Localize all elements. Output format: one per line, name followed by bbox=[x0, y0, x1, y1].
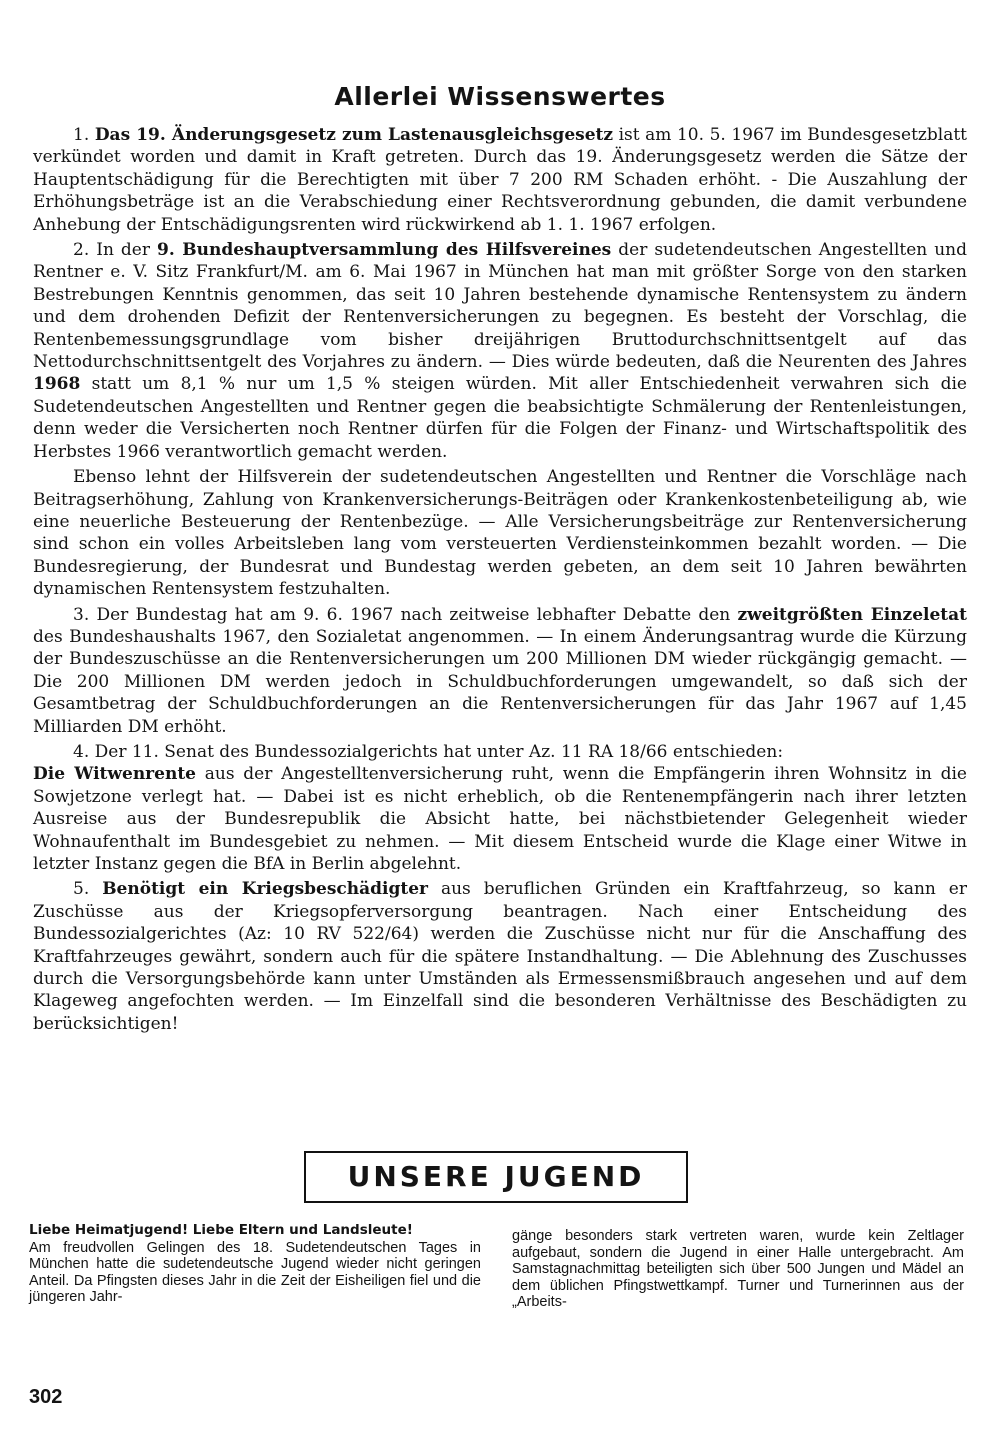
item-5-text: aus beruflichen Gründen ein Kraftfahrzeug, so kann er Zuschüsse aus der Kriegsopferversorgung beantragen. Nach einer Entscheidung des Bundessozialgerichtes (Az: 10 RV 522/64) werden die Zuschüsse nicht nur für die Anschaffung des Kraftfahrzeuges gewährt, sondern auch für die spätere Instandhaltung. — Die Ablehnung des Zuschusses durch die Versorgungsbehörde kann unter Umständen als Ermessensmißbrauch angesehen und auf dem Klageweg angefochten werden. — Im Einzelfall sind die besonderen Verhältnisse des Beschädigten zu berücksichtigen! bbox=[33, 879, 967, 1034]
item-5 bbox=[33, 878, 967, 1035]
item-5-bold: Benötigt ein Kriegsbeschädigter bbox=[102, 879, 429, 900]
item-3-bold: zweitgrößten Einzeletat bbox=[737, 604, 968, 625]
item-4-text: aus der Angestelltenversicherung ruht, wenn die Empfängerin ihren Wohnsitz in die Sowjetzone verlegt hat. — Dabei ist es nicht erheblich, ob die Rentenempfängerin nach ihrer letzten Ausreise aus der Bundesrepublik die Absicht hatte, bei nächstbietender Gelegenheit wieder Wohnaufenthalt im Bundesgebiet zu nehmen. — Mit diesem Entscheid wurde die Klage einer Witwe in letzter Instanz gegen die BfA in Berlin abgelehnt. bbox=[33, 764, 967, 874]
section-heading: UNSERE JUGEND bbox=[347, 1160, 645, 1193]
item-2-text-b: statt um 8,1 % nur um 1,5 % steigen würden. Mit aller Entschiedenheit verwahren sich die Sudetendeutschen Angestellten und Rentner gegen die beabsichtigte Schmälerung der Rentenleistungen, denn weder die Versicherten noch Rentner dürfen für die Folgen der Finanz- und Wirtschaftspolitik des Herbstes 1966 verantwortlich gemacht werden. bbox=[33, 374, 967, 462]
item-4-intro: 4. Der 11. Senat des Bundessozialgerichts hat unter Az. 11 RA 18/66 entschieden: bbox=[73, 741, 784, 762]
item-1-bold: Das 19. Änderungsgesetz zum Lastenausgleichsgesetz bbox=[94, 125, 614, 145]
item-2 bbox=[33, 239, 967, 463]
page-number: 302 bbox=[29, 1386, 63, 1408]
item-1-text: ist am 10. 5. 1967 im Bundesgesetzblatt verkündet worden und damit in Kraft getreten. Durch das 19. Änderungsgesetz werden die Sätze der Hauptentschädigung für die Berechtigten mit über 7 200 RM Schaden erhöht. - Die Auszahlung der Erhöhungsbeträge ist an die Verabschiedung einer Rechtsverordnung gebunden, die damit verbundene Anhebung der Entschädigungsrenten wird rückwirkend ab 1. 1. 1967 erfolgen. bbox=[33, 125, 968, 235]
item-1-number: 1. bbox=[73, 125, 90, 145]
item-3-text-b: des Bundeshaushalts 1967, den Sozialetat angenommen. — In einem Änderungsantrag wurde die Kürzung der Bundeszuschüsse an die Rentenversicherungen um 200 Millionen DM wieder rückgängig gemacht. — Die 200 Millionen DM werden jedoch in Schuldbuchforderungen umgewandelt, so daß sich der Gesamtbetrag der Schuldbuchforderungen an die Rentenversicherungen für das Jahr 1967 auf 1,45 Milliarden DM erhöht. bbox=[33, 626, 967, 737]
item-1 bbox=[33, 124, 967, 236]
item-4 bbox=[33, 741, 967, 875]
item-5-number: 5. bbox=[73, 879, 103, 900]
jugend-left-text: Am freudvollen Gelingen des 18. Sudetendeutschen Tages in München hatte die sudetendeutsche Jugend wieder nicht geringen Anteil. Da Pfingsten dieses Jahr in die Zeit der Eisheiligen fiel und die jüngeren Jahr- bbox=[29, 1239, 481, 1305]
item-2-number: 2. In der bbox=[73, 240, 150, 261]
page-title: Allerlei Wissenswertes bbox=[334, 82, 666, 111]
item-2-bold: 9. Bundeshauptversammlung des Hilfsvereines bbox=[157, 240, 612, 261]
item-3 bbox=[33, 604, 967, 738]
item-3-text-a: 3. Der Bundestag hat am 9. 6. 1967 nach zeitweise lebhafter Debatte den bbox=[73, 604, 738, 625]
jugend-right-column bbox=[512, 1228, 964, 1311]
article-body bbox=[33, 124, 967, 1038]
item-2-bold-year: 1968 bbox=[33, 374, 81, 395]
item-2-text-a: der sudetendeutschen Angestellten und Rentner e. V. Sitz Frankfurt/M. am 6. Mai 1967 in München hat man mit größter Sorge von den starken Bestrebungen Kenntnis genommen, das seit 10 Jahren bestehende dynamische Rentensystem zu ändern und dem drohenden Defizit der Rentenversicherungen zu begegnen. Es besteht der Vorschlag, die Rentenbemessungsgrundlage vom bisher dreijährigen Bruttodurchschnittsentgelt auf das Nettodurchschnittsentgelt des Vorjahres zu ändern. — Dies würde bedeuten, daß die Neurenten des Jahres bbox=[33, 240, 968, 373]
item-4-bold: Die Witwenrente bbox=[33, 764, 196, 785]
jugend-heading: Liebe Heimatjugend! Liebe Eltern und Landsleute! bbox=[29, 1222, 413, 1238]
section-heading-box bbox=[304, 1151, 688, 1203]
item-2-continuation: Ebenso lehnt der Hilfsverein der sudetendeutschen Angestellten und Rentner die Vorschläge nach Beitragserhöhung, Zahlung von Krankenversicherungs-Beiträgen oder Krankenkostenbeteiligung ab, wie eine neuerliche Besteuerung der Rentenbezüge. — Alle Versicherungsbeiträge zur Rentenversicherung sind schon ein volles Arbeitsleben lang vom versteuerten Verdiensteinkommen bezahlt worden. — Die Bundesregierung, der Bundesrat und Bundestag werden gebeten, an dem seit 10 Jahren bewährten dynamischen Rentensystem festzuhalten. bbox=[33, 467, 967, 600]
jugend-right-text: gänge besonders stark vertreten waren, wurde kein Zeltlager aufgebaut, sondern die Jugend in einer Halle untergebracht. Am Samstagnachmittag beteiligten sich über 500 Jungen und Mädel an dem üblichen Pfingstwettkampf. Turner und Turnerinnen aus der „Arbeits- bbox=[512, 1228, 964, 1310]
jugend-left-column bbox=[29, 1222, 481, 1306]
